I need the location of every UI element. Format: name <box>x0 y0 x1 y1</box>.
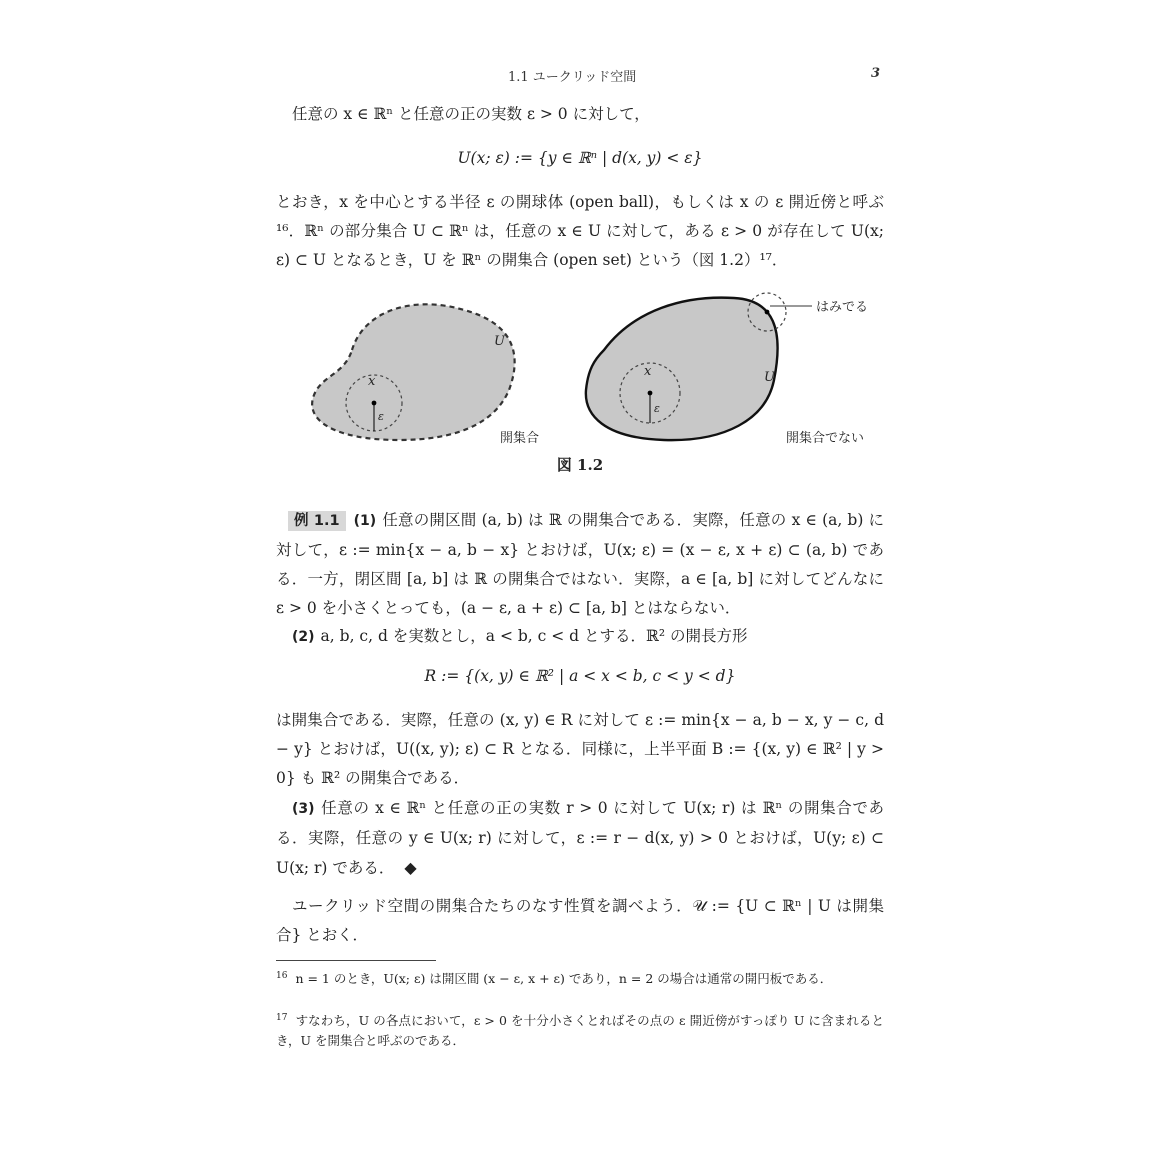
item-1-number: (1) <box>353 513 377 529</box>
footnote-16-text: n = 1 のとき，U(x; ε) は開区間 (x − ε, x + ε) であり，n = 2 の場合は通常の開円板である． <box>295 971 833 987</box>
right-set-label: U <box>764 370 775 385</box>
item-1-text: 任意の開区間 (a, b) は ℝ の開集合である．実際，任意の x ∈ (a, b) に対して，ε := min{x − a, b − x} とおけば，U(x; ε) = (x − ε, x + ε) ⊂ (a, b) である．一方，閉区間 [a, b] は ℝ の開集合ではない．実際，a ∈ [a, b] に対してどんなに ε > 0 を小さくとっても，(a − ε, a + ε) ⊂ [a, b] とはならない． <box>276 511 884 617</box>
footnote-17 <box>276 1008 884 1051</box>
example-item-1 <box>276 506 884 623</box>
equation-open-rectangle: R := {(x, y) ∈ ℝ² | a < x < b, c < y < d} <box>424 667 736 685</box>
right-radius-label: ε <box>654 402 660 415</box>
open-set-shape <box>312 304 515 440</box>
item-2-number: (2) <box>292 629 315 645</box>
item-3-text: 任意の x ∈ ℝⁿ と任意の正の実数 r > 0 に対して U(x; r) は ℝⁿ の開集合である．実際，任意の y ∈ U(x; r) に対して，ε := r − d(x, y) > 0 とおけば，U(y; ε) ⊂ U(x; r) である． <box>276 799 884 877</box>
closing-paragraph: ユークリッド空間の開集合たちのなす性質を調べよう．𝒰 := {U ⊂ ℝⁿ | U は開集合} とおく． <box>276 897 884 944</box>
figure-1-2 <box>304 290 884 450</box>
equation-open-ball: U(x; ε) := {y ∈ ℝⁿ | d(x, y) < ε} <box>457 149 703 167</box>
running-title: 1.1 ユークリッド空間 <box>508 70 637 85</box>
page-number: 3 <box>870 66 880 81</box>
end-of-example-mark: ◆ <box>404 858 417 877</box>
right-caption: 開集合でない <box>786 431 865 446</box>
definition-paragraph: とおき，x を中心とする半径 ε の開球体 (open ball)，もしくは x の ε 開近傍と呼ぶ¹⁶．ℝⁿ の部分集合 U ⊂ ℝⁿ は，任意の x ∈ U に対して，ある ε > 0 が存在して U(x; ε) ⊂ U となるとき，U を ℝⁿ の開集合 (open set) という（図 1.2）¹⁷． <box>276 193 884 269</box>
footnote-rule <box>276 960 436 961</box>
figure-drawing <box>304 290 884 450</box>
footnote-17-mark: 17 <box>276 1013 288 1023</box>
callout-label: はみでる <box>816 300 869 315</box>
example-item-3 <box>276 794 884 883</box>
footnote-17-text: すなわち，U の各点において，ε > 0 を十分小さくとればその点の ε 開近傍がすっぽり U に含まれるとき，U を開集合と呼ぶのである． <box>276 1013 884 1049</box>
left-set-label: U <box>494 334 505 349</box>
item-3-number: (3) <box>292 801 315 817</box>
example-item-2 <box>276 622 884 652</box>
footnote-16 <box>276 966 884 989</box>
figure-caption: 図 1.2 <box>556 456 604 474</box>
example-item-2-continued: は開集合である．実際，任意の (x, y) ∈ R に対して ε := min{x − a, b − x, y − c, d − y} とおけば，U((x, y); ε) ⊂ R となる．同様に，上半平面 B := {(x, y) ∈ ℝ² | y > 0} も ℝ² の開集合である． <box>276 711 884 787</box>
left-caption: 開集合 <box>500 431 540 446</box>
right-center-label: x <box>644 364 652 379</box>
left-radius-label: ε <box>378 410 384 423</box>
intro-line: 任意の x ∈ ℝⁿ と任意の正の実数 ε > 0 に対して， <box>292 105 650 123</box>
item-2-text: a, b, c, d を実数とし，a < b, c < d とする．ℝ² の開長方形 <box>320 627 748 645</box>
running-header <box>276 66 884 86</box>
left-center-label: x <box>368 374 376 389</box>
non-open-set-shape <box>586 298 778 440</box>
example-tag: 例 1.1 <box>288 511 346 531</box>
boundary-point <box>765 310 770 315</box>
footnote-16-mark: 16 <box>276 971 288 981</box>
